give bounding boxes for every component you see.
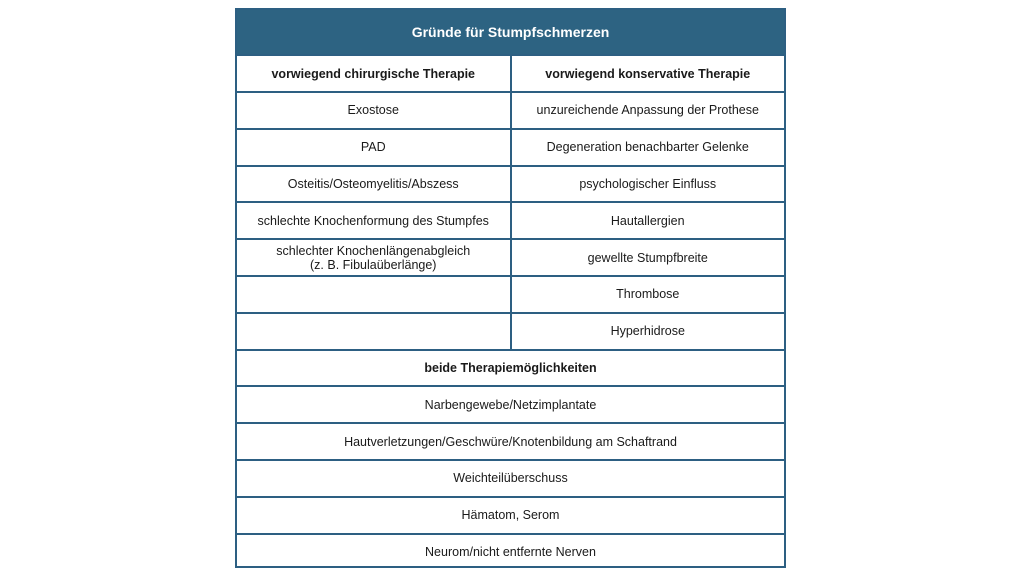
surgical-cell-empty: [237, 277, 512, 312]
table-row: [237, 201, 784, 238]
surgical-cell-line2: (z. B. Fibulaüberlänge): [310, 257, 437, 272]
surgical-cell: [237, 240, 512, 275]
table-row: [237, 238, 784, 275]
surgical-cell-line1: schlechter Knochenlängenabgleich: [276, 243, 471, 258]
both-cell: Hämatom, Serom: [461, 508, 560, 523]
header-surgical: vorwiegend chirurgische Therapie: [237, 56, 512, 91]
both-cell: Weichteilüberschuss: [453, 471, 568, 486]
table-row: [237, 533, 784, 570]
conservative-cell: Degeneration benachbarter Gelenke: [546, 140, 749, 155]
header-conservative: vorwiegend konservative Therapie: [545, 66, 751, 81]
table-row: [237, 422, 784, 459]
column-header-row: [237, 54, 784, 91]
both-cell: Neurom/nicht entfernte Nerven: [425, 544, 596, 559]
surgical-cell: schlechte Knochenformung des Stumpfes: [237, 203, 512, 238]
surgical-cell-empty: [237, 314, 512, 349]
surgical-cell: Exostose: [237, 93, 512, 128]
conservative-cell: gewellte Stumpfbreite: [587, 250, 708, 265]
table-row: [237, 91, 784, 128]
conservative-cell: Thrombose: [616, 287, 680, 302]
surgical-cell: Osteitis/Osteomyelitis/Abszess: [237, 167, 512, 202]
table-row: [237, 275, 784, 312]
causes-table: [235, 8, 786, 568]
both-cell: Hautverletzungen/Geschwüre/Knotenbildung am Schaftrand: [344, 434, 677, 449]
conservative-cell: psychologischer Einfluss: [579, 176, 717, 191]
both-header-row: [237, 349, 784, 386]
table-row: [237, 385, 784, 422]
conservative-cell: unzureichende Anpassung der Prothese: [536, 103, 759, 118]
both-cell: Narbengewebe/Netzimplantate: [424, 397, 597, 412]
table-row: [237, 165, 784, 202]
table-row: [237, 312, 784, 349]
table-row: [237, 128, 784, 165]
table-title: Gründe für Stumpfschmerzen: [237, 10, 784, 54]
conservative-cell: Hyperhidrose: [610, 324, 685, 339]
both-therapies-header: beide Therapiemöglichkeiten: [424, 360, 597, 375]
table-row: [237, 459, 784, 496]
conservative-cell: Hautallergien: [610, 213, 685, 228]
surgical-cell: PAD: [237, 130, 512, 165]
table-row: [237, 496, 784, 533]
